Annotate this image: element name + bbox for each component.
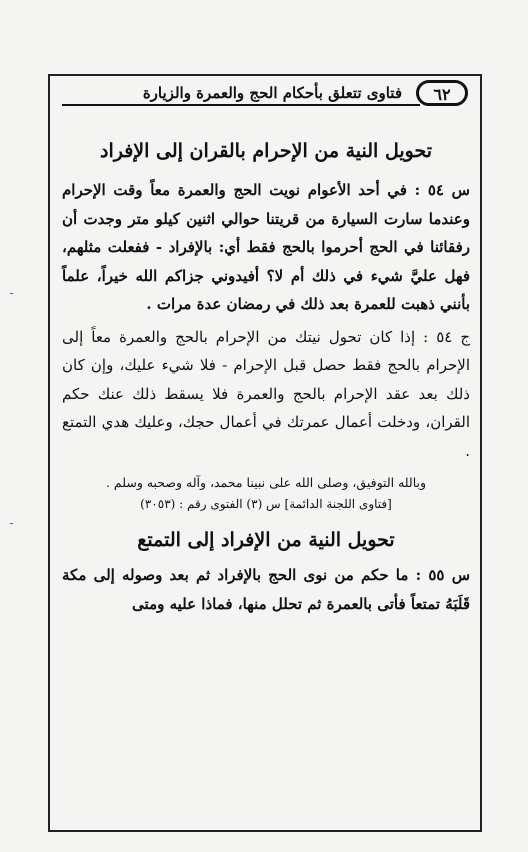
page-header <box>48 74 482 114</box>
section-title: تحويل النية من الإحرام بالقران إلى الإفراد <box>100 140 432 162</box>
fatwa-reference: [فتاوى اللجنة الدائمة] س (٣) الفتوى رقم : (٣٠٥٣) <box>140 497 392 511</box>
scan-mark: ـ <box>10 516 13 527</box>
running-title: فتاوى تتعلق بأحكام الحج والعمرة والزيارة <box>142 84 402 102</box>
page-number: ٦٢ <box>416 80 468 106</box>
question-paragraph-2: س ٥٥ : ما حكم من نوى الحج بالإفراد ثم بعد وصوله إلى مكة قَلَبَهُ تمتعاً فأتى بالعمرة ثم تحلل منها، فماذا عليه ومتى <box>62 566 471 613</box>
answer-paragraph: ج ٥٤ : إذا كان تحول نيتك من الإحرام بالحج والعمرة معاً إلى الإحرام بالحج فقط حصل قبل الإحرام - فلا شيء عليك، وإن كان ذلك بعد عقد الإحرام بالحج والعمرة فلا يسقط ذلك عنك حكم القران، ودخلت أعمال عمرتك في أعمال حجك، وعليك هدي التمتع . <box>62 327 470 460</box>
closing-line: وبالله التوفيق، وصلى الله على نبينا محمد، وآله وصحبه وسلم . <box>105 475 427 490</box>
scan-mark: ـ <box>10 286 13 297</box>
section-title-2: تحويل النية من الإفراد إلى التمتع <box>137 529 395 551</box>
question-paragraph: س ٥٤ : في أحد الأعوام نويت الحج والعمرة معاً وقت الإحرام وعندما سارت السيارة من قريتنا حوالي اثنين كيلو متر وجدت أن رفقائنا في الحج أحرموا بالحج فقط أي: بالإفراد - ففعلت مثلهم، فهل عليَّ شيء في ذلك أم لا؟ أفيدوني جزاكم الله خيراً، علماً بأنني ذهبت للعمرة بعد ذلك في رمضان عدة مرات . <box>62 181 470 313</box>
page-content <box>62 138 470 618</box>
header-rule <box>62 104 420 106</box>
